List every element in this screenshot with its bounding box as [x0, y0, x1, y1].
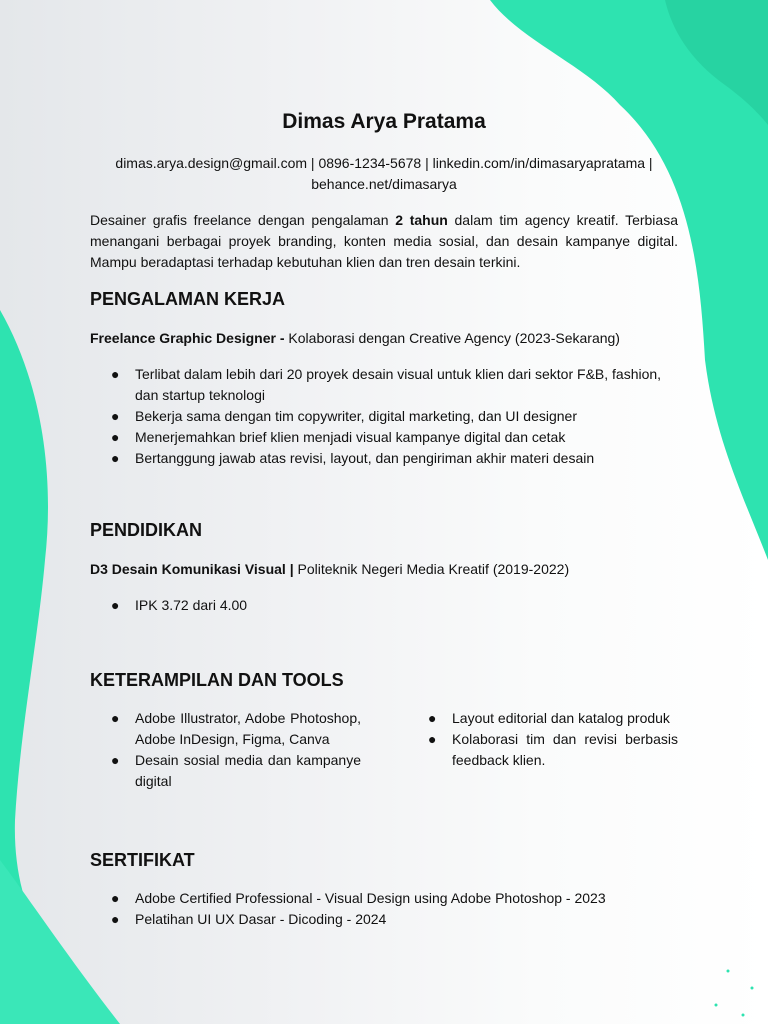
job-detail: Kolaborasi dengan Creative Agency (2023-Sekarang) — [284, 330, 620, 346]
contact-info — [90, 153, 678, 195]
list-item-text: Terlibat dalam lebih dari 20 proyek desain visual untuk klien dari sektor F&B, fashion, dan startup teknologi — [135, 366, 662, 403]
job-title: Freelance Graphic Designer - — [90, 330, 285, 346]
contact-line: behance.net/dimasarya — [311, 176, 457, 192]
contact-line: dimas.arya.design@gmail.com | 0896-1234-5678 | linkedin.com/in/dimasaryapratama | — [115, 155, 653, 171]
section-heading-certificates: SERTIFIKAT — [90, 850, 195, 870]
summary-text: dalam tim agency kreatif. Terbiasa menangani berbagai proyek branding, konten media sosial, dan desain kampanye digital. Mampu beradaptasi terhadap kebutuhan klien dan tren desain terkini. — [90, 212, 678, 270]
bullet-icon: ● — [111, 911, 120, 927]
section-heading-skills: KETERAMPILAN DAN TOOLS — [90, 670, 344, 690]
bullet-icon: ● — [111, 366, 120, 382]
experience-entry — [90, 328, 678, 349]
bullet-icon: ● — [111, 429, 120, 445]
list-item-text: Layout editorial dan katalog produk — [452, 710, 670, 726]
list-item-text: Bekerja sama dengan tim copywriter, digital marketing, dan UI designer — [135, 408, 577, 424]
bullet-icon: ● — [111, 597, 120, 613]
list-item-text: IPK 3.72 dari 4.00 — [135, 597, 248, 613]
list-item-text: Adobe Illustrator, Adobe Photoshop, Adobe InDesign, Figma, Canva — [135, 710, 361, 747]
skills-list-left — [90, 708, 361, 792]
education-entry — [90, 559, 678, 580]
list-item-text: Kolaborasi tim dan revisi berbasis feedback klien. — [452, 731, 678, 768]
section-heading-education: PENDIDIKAN — [90, 520, 203, 540]
bullet-icon: ● — [111, 450, 120, 466]
education-detail: Politeknik Negeri Media Kreatif (2019-2022) — [293, 561, 570, 577]
education-list — [90, 595, 678, 616]
list-item-text: Bertanggung jawab atas revisi, layout, dan pengiriman akhir materi desain — [135, 450, 595, 466]
bullet-icon: ● — [428, 731, 437, 747]
list-item — [407, 708, 678, 729]
list-item — [90, 888, 678, 909]
bullet-icon: ● — [111, 752, 120, 768]
summary-text: Desainer grafis freelance dengan pengalaman — [90, 212, 396, 228]
certificates-list — [90, 888, 678, 930]
bullet-icon: ● — [428, 710, 437, 726]
list-item-text: Desain sosial media dan kampanye digital — [135, 752, 361, 789]
list-item — [90, 364, 678, 406]
bullet-icon: ● — [111, 710, 120, 726]
degree-title: D3 Desain Komunikasi Visual | — [90, 561, 294, 577]
section-heading-experience: PENGALAMAN KERJA — [90, 289, 286, 309]
list-item — [90, 406, 678, 427]
list-item — [90, 909, 678, 930]
bullet-icon: ● — [111, 890, 120, 906]
list-item — [407, 729, 678, 771]
list-item — [90, 595, 678, 616]
list-item — [90, 448, 678, 469]
summary-highlight: 2 tahun — [395, 212, 448, 228]
experience-list — [90, 364, 678, 469]
list-item — [90, 427, 678, 448]
skills-list-right — [407, 708, 678, 771]
list-item-text: Menerjemahkan brief klien menjadi visual kampanye digital dan cetak — [135, 429, 566, 445]
list-item-text: Adobe Certified Professional - Visual Design using Adobe Photoshop - 2023 — [135, 890, 606, 906]
list-item-text: Pelatihan UI UX Dasar - Dicoding - 2024 — [135, 911, 387, 927]
list-item — [90, 708, 361, 750]
profile-summary — [90, 210, 678, 273]
candidate-name: Dimas Arya Pratama — [282, 110, 486, 133]
list-item — [90, 750, 361, 792]
bullet-icon: ● — [111, 408, 120, 424]
